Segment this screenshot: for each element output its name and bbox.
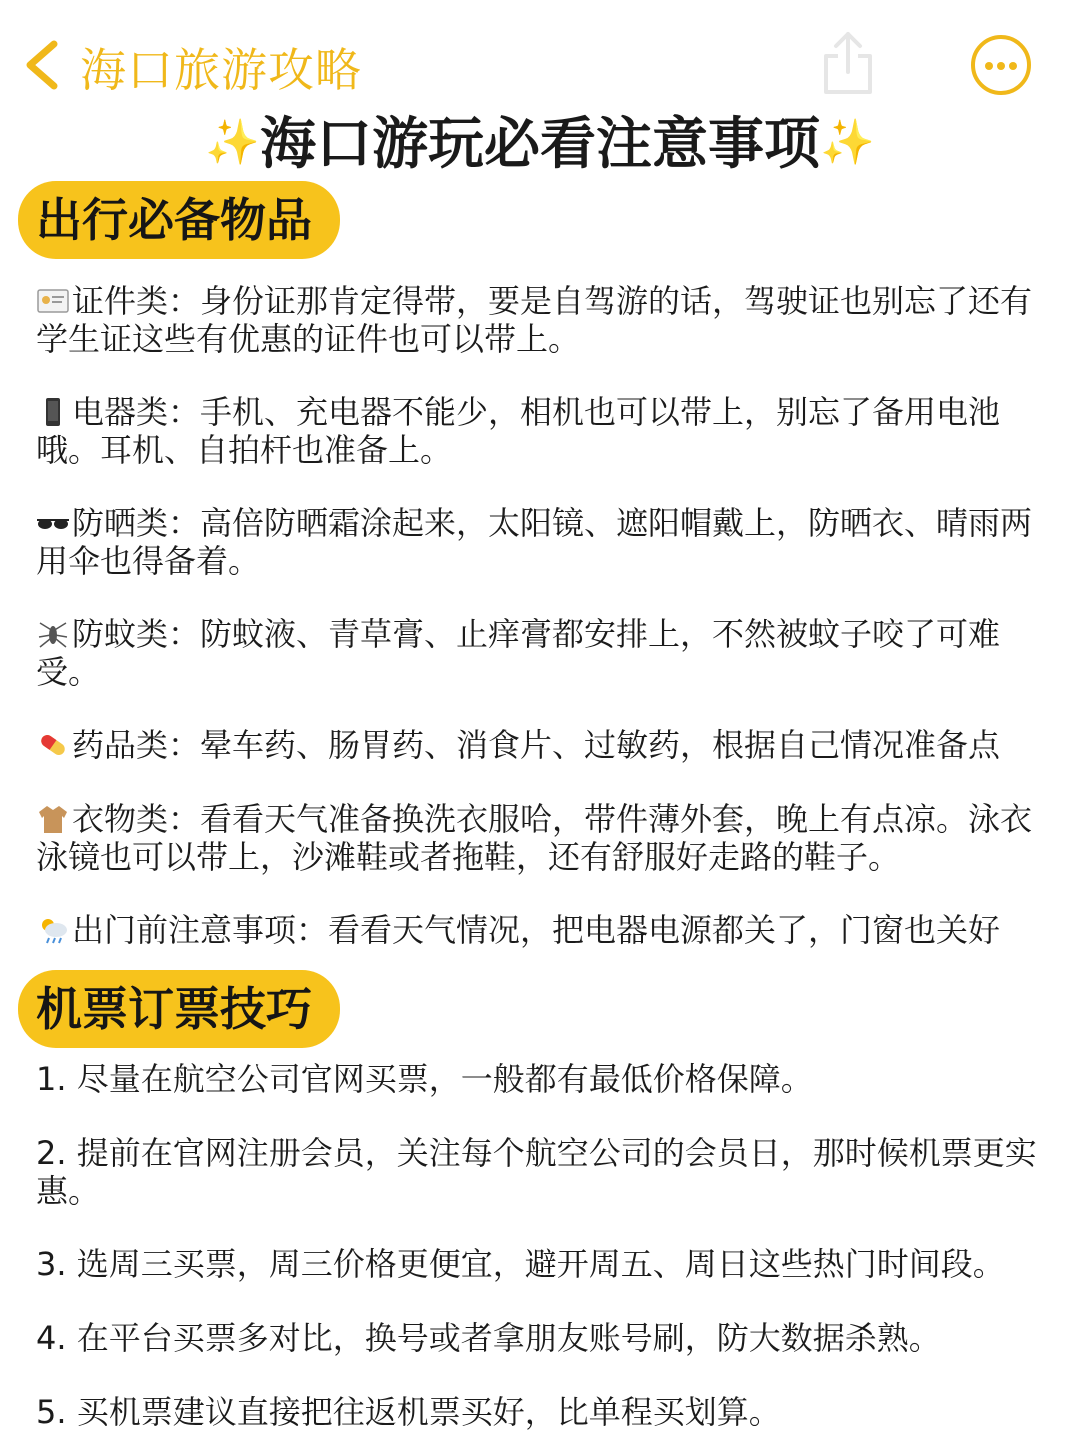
sunglasses-icon	[36, 508, 70, 538]
list-item: 证件类：身份证那肯定得带，要是自驾游的话，驾驶证也别忘了还有学生证这些有优惠的证件也可以带上。	[36, 282, 1033, 358]
page-title-text: 海口游玩必看注意事项	[260, 112, 820, 177]
coat-icon	[36, 804, 70, 834]
list-item: 衣物类：看看天气准备换洗衣服哈，带件薄外套，晚上有点凉。泳衣泳镜也可以带上，沙滩鞋或者拖鞋，还有舒服好走路的鞋子。	[36, 800, 1033, 876]
section-heading-essentials: 出行必备物品	[18, 181, 340, 259]
list-item: 2. 提前在官网注册会员，关注每个航空公司的会员日，那时候机票更实惠。	[36, 1134, 1037, 1210]
nav-title[interactable]: 海口旅游攻略	[80, 43, 362, 97]
list-item: 5. 买机票建议直接把往返机票买好，比单程买划算。	[36, 1393, 781, 1431]
list-item: 4. 在平台买票多对比，换号或者拿朋友账号刷，防大数据杀熟。	[36, 1319, 941, 1357]
list-item: 出门前注意事项：看看天气情况，把电器电源都关了，门窗也关好	[36, 911, 1046, 949]
list-item: 防晒类：高倍防晒霜涂起来，太阳镜、遮阳帽戴上，防晒衣、晴雨两用伞也得备着。	[36, 504, 1033, 580]
section-heading-ticket-tips: 机票订票技巧	[18, 970, 340, 1048]
list-item: 3. 选周三买票，周三价格更便宜，避开周五、周日这些热门时间段。	[36, 1245, 1005, 1283]
more-dots-icon[interactable]	[971, 35, 1031, 95]
weather-icon	[36, 915, 70, 945]
page-title	[0, 100, 1080, 180]
sparkle-icon: ✨	[820, 117, 875, 168]
list-item: 防蚊类：防蚊液、青草膏、止痒膏都安排上，不然被蚊子咬了可难受。	[36, 615, 1001, 691]
mosquito-icon	[36, 619, 70, 649]
pill-icon	[36, 730, 70, 760]
sparkle-icon: ✨	[205, 117, 260, 168]
phone-icon	[36, 397, 70, 427]
share-icon[interactable]	[818, 28, 878, 98]
chevron-left-icon[interactable]	[20, 38, 64, 92]
list-item: 药品类：晕车药、肠胃药、消食片、过敏药，根据自己情况准备点	[36, 726, 1046, 764]
list-item: 1. 尽量在航空公司官网买票，一般都有最低价格保障。	[36, 1060, 813, 1098]
id-card-icon	[36, 286, 70, 316]
list-item: 电器类：手机、充电器不能少，相机也可以带上，别忘了备用电池哦。耳机、自拍杆也准备上。	[36, 393, 1001, 469]
